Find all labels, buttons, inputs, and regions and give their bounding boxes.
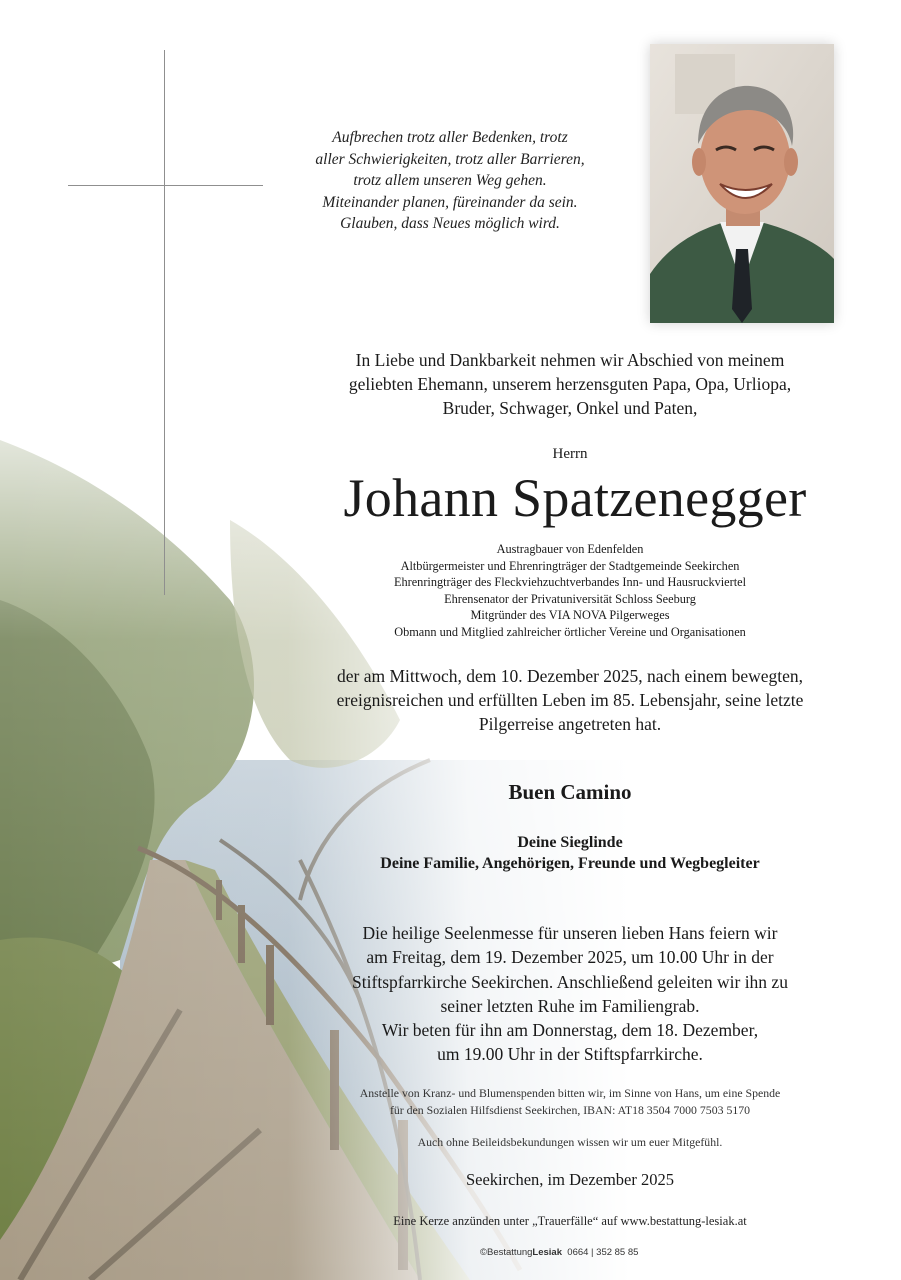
cross-horizontal-bar: [68, 185, 263, 186]
title-line: Obmann und Mitglied zahlreicher örtlicher Vereine und Organisationen: [394, 624, 746, 639]
salutation: Herrn: [552, 446, 588, 462]
mass-line: um 19.00 Uhr in der Stiftspfarrkirche.: [437, 1044, 703, 1065]
mass-line: Wir beten für ihn am Donnerstag, dem 18. Dezember,: [381, 1020, 759, 1041]
intro-line: Bruder, Schwager, Onkel und Paten,: [442, 398, 698, 418]
quote-block: [300, 127, 600, 235]
quote-line: Miteinander planen, füreinander da sein.: [322, 193, 578, 211]
portrait-photo: [650, 44, 834, 323]
intro-text: [330, 348, 810, 420]
condolence-note: Auch ohne Beileidsbekundungen wissen wir um euer Mitgefühl.: [417, 1135, 723, 1149]
intro-line: In Liebe und Dankbarkeit nehmen wir Abschied von meinem: [355, 350, 785, 370]
death-line: Pilgerreise angetreten hat.: [478, 714, 662, 734]
funeral-mass-info: [330, 921, 810, 1067]
deceased-name: Johann Spatzenegger: [343, 468, 807, 528]
mass-line: seiner letzten Ruhe im Familiengrab.: [440, 995, 700, 1016]
donation-line: Anstelle von Kranz- und Blumenspenden bitten wir, im Sinne von Hans, um eine Spende: [359, 1086, 781, 1100]
brand-prefix: ©Bestattung: [480, 1247, 533, 1258]
place-and-date: Seekirchen, im Dezember 2025: [465, 1170, 674, 1189]
mass-line: Die heilige Seelenmesse für unseren lieben Hans feiern wir: [362, 923, 778, 943]
donation-request: [330, 1085, 810, 1119]
death-line: der am Mittwoch, dem 10. Dezember 2025, nach einem bewegten,: [336, 666, 804, 686]
farewell-phrase: Buen Camino: [508, 780, 632, 804]
title-line: Altbürgermeister und Ehrenringträger der Stadtgemeinde Seekirchen: [400, 558, 740, 573]
quote-line: Aufbrechen trotz aller Bedenken, trotz: [332, 129, 568, 146]
title-line: Mitgründer des VIA NOVA Pilgerweges: [470, 608, 670, 623]
mass-line: am Freitag, dem 19. Dezember 2025, um 10.00 Uhr in der: [366, 947, 774, 968]
death-line: ereignisreichen und erfüllten Leben im 85. Lebensjahr, seine letzte: [336, 690, 804, 710]
phone-number: 0664 | 352 85 85: [567, 1247, 639, 1258]
title-line: Ehrensenator der Privatuniversität Schloss Seeburg: [444, 591, 696, 606]
candle-link-text[interactable]: Eine Kerze anzünden unter „Trauerfälle“ auf www.bestattung-lesiak.at: [393, 1214, 747, 1228]
mourner-line: Deine Sieglinde: [517, 834, 623, 851]
cross-vertical-bar: [164, 50, 165, 595]
brand-name: Lesiak: [532, 1247, 562, 1258]
title-line: Ehrenringträger des Fleckviehzuchtverbandes Inn- und Hausruckviertel: [393, 575, 747, 590]
death-announcement: [330, 664, 810, 736]
quote-line: trotz allem unseren Weg gehen.: [353, 172, 547, 189]
quote-line: Glauben, dass Neues möglich wird.: [340, 215, 560, 232]
funeral-home-footer: [480, 1247, 638, 1258]
donation-line: für den Sozialen Hilfsdienst Seekirchen, IBAN: AT18 3504 7000 7503 5170: [389, 1103, 751, 1117]
title-line: Austragbauer von Edenfelden: [496, 542, 644, 556]
intro-line: geliebten Ehemann, unserem herzensguten Papa, Opa, Urliopa,: [348, 374, 792, 394]
mourner-line: Deine Familie, Angehörigen, Freunde und Wegbegleiter: [380, 855, 760, 872]
mourners: [330, 832, 810, 874]
honorary-titles: [330, 541, 810, 641]
quote-line: aller Schwierigkeiten, trotz aller Barrieren,: [315, 150, 585, 168]
mass-line: Stiftspfarrkirche Seekirchen. Anschließend geleiten wir ihn zu: [352, 971, 788, 992]
